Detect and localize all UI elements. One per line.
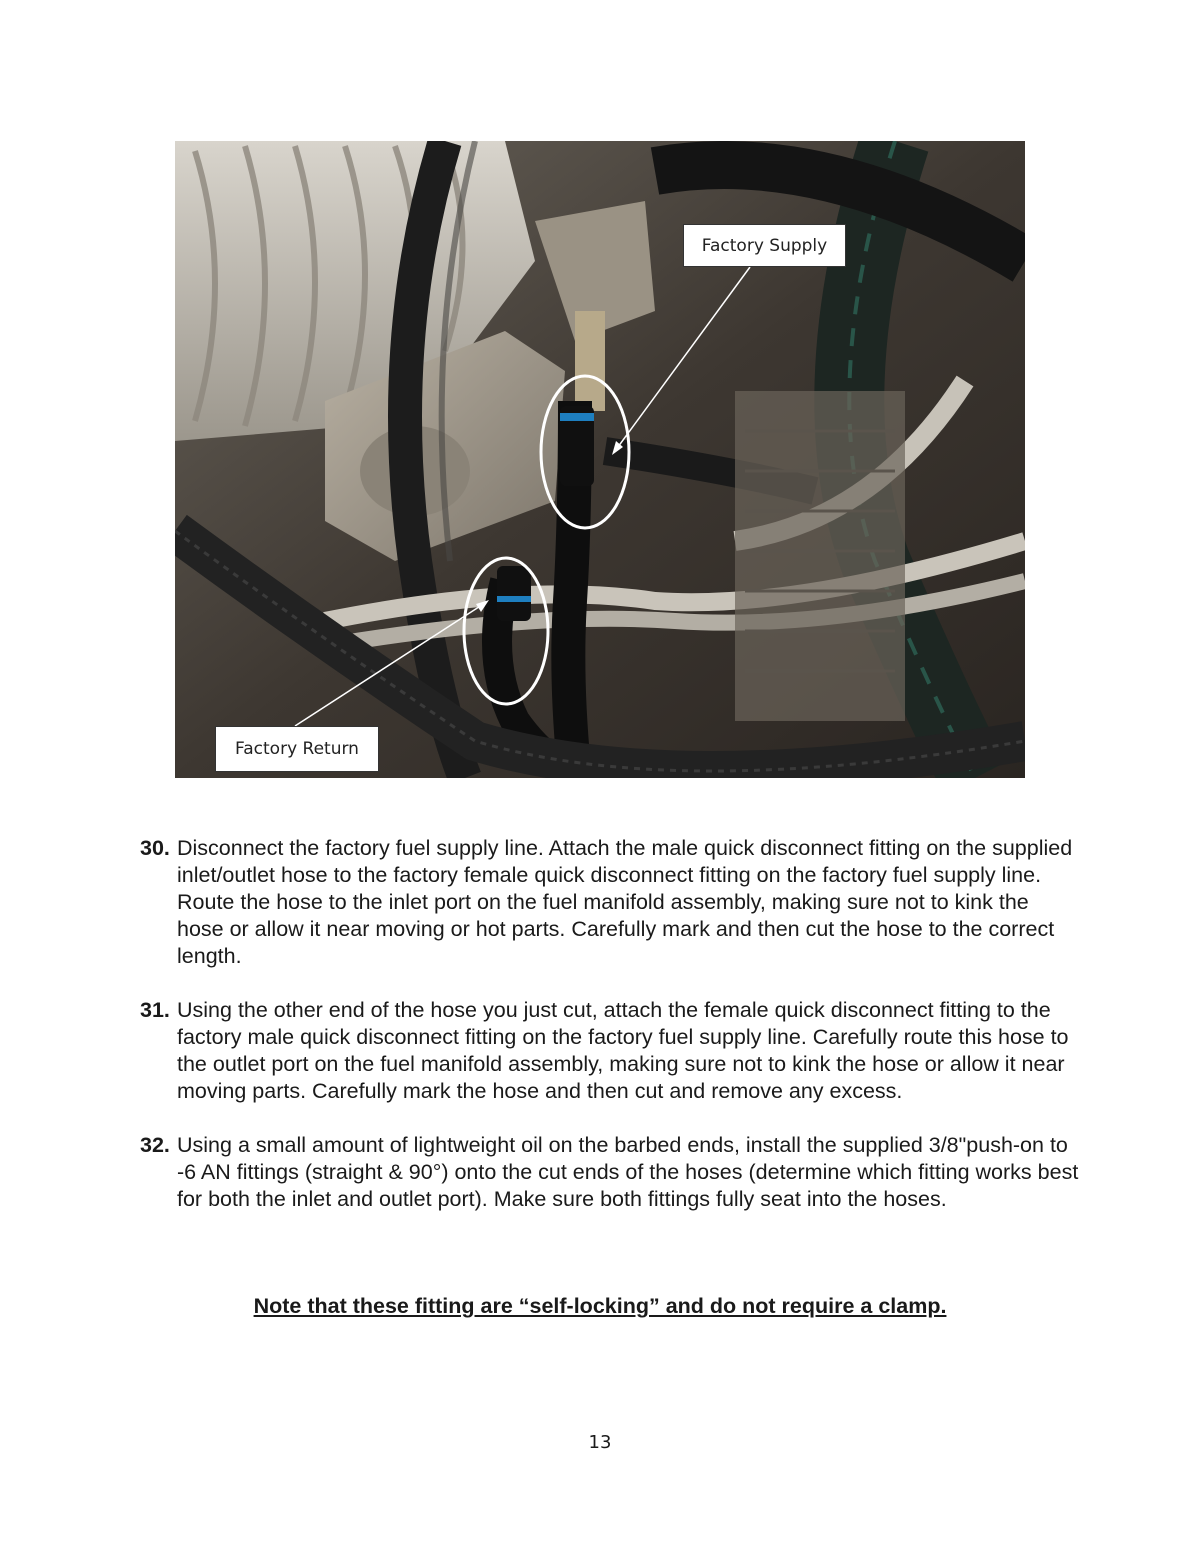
factory-return-callout: Factory Return [215,726,379,772]
step-number: 31. [140,998,170,1022]
instruction-steps [140,835,1080,1240]
step-30 [140,835,1080,970]
page-number: 13 [588,1432,612,1453]
self-locking-note: Note that these fitting are “self-locking” and do not require a clamp. [253,1294,947,1318]
step-32 [140,1132,1080,1213]
engine-bay-photo [175,141,1025,778]
factory-supply-callout: Factory Supply [683,224,846,267]
step-number: 30. [140,836,170,860]
step-text: Using the other end of the hose you just cut, attach the female quick disconnect fitting to the factory male quick disconnect fitting on the factory fuel supply line. Carefully route this hose to the outlet port on the fuel manifold assembly, making sure not to kink the hose or allow it near moving parts. Carefully mark the hose and then cut and remove any excess. [177,998,1069,1103]
step-text: Using a small amount of lightweight oil on the barbed ends, install the supplied 3/8"push-on to -6 AN fittings (straight & 90°) onto the cut ends of the hoses (determine which fitting works best for both the inlet and outlet port). Make sure both fittings fully seat into the hoses. [177,1133,1079,1211]
engine-bay-illustration [175,141,1025,778]
step-text: Disconnect the factory fuel supply line. Attach the male quick disconnect fitting on the supplied inlet/outlet hose to the factory female quick disconnect fitting on the factory fuel supply line. Route the hose to the inlet port on the fuel manifold assembly, making sure not to kink the hose or allow it near moving or hot parts. Carefully mark and then cut the hose to the correct length. [177,836,1073,968]
step-number: 32. [140,1133,170,1157]
step-31 [140,997,1080,1105]
